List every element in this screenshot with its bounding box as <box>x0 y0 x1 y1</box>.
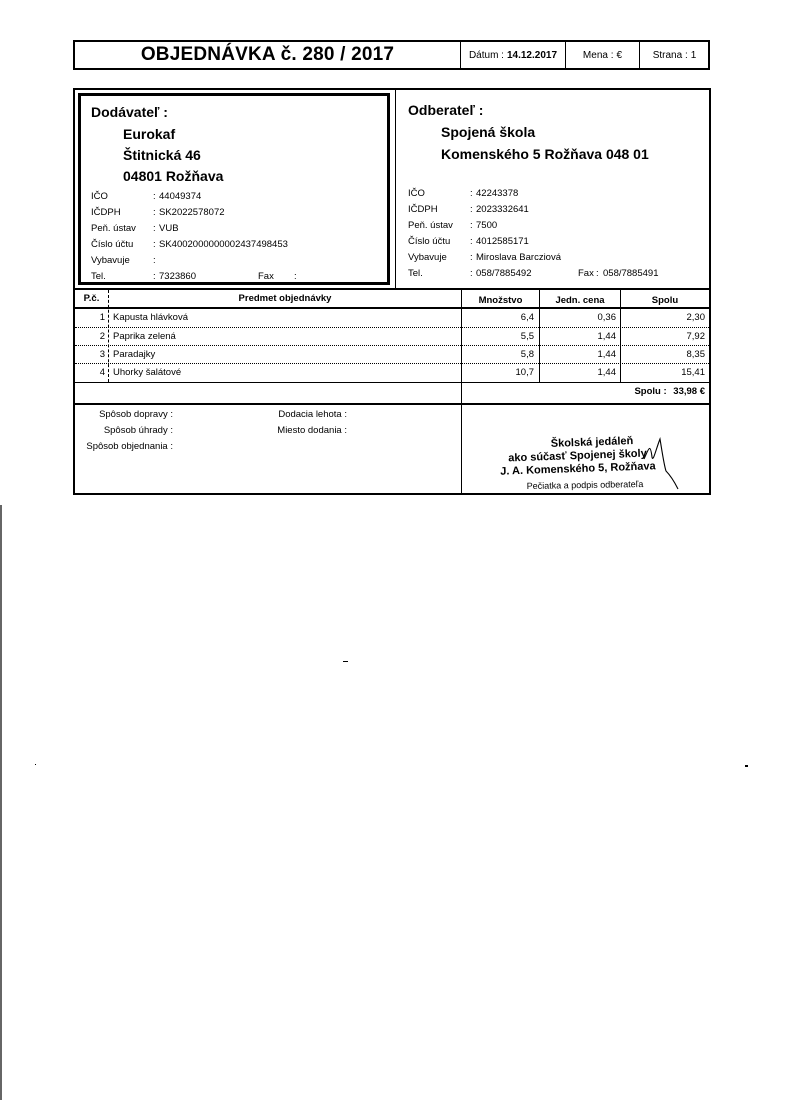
parties-box <box>73 88 711 290</box>
row-1-name: Kapusta hlávková <box>113 312 188 323</box>
currency-label: Mena : <box>582 49 614 61</box>
customer-icdph-value: 2023332641 <box>476 204 529 215</box>
supplier-ico-value: 44049374 <box>159 191 202 202</box>
row-2-qty: 5,5 <box>520 331 534 342</box>
customer-handler-label: Vybavuje <box>408 252 447 263</box>
customer-ico-value: 42243378 <box>476 188 519 199</box>
customer-box: Odberateľ : Spojená škola Komenského 5 Rožňava 048 01 IČO : 42243378 IČDPH : 2023332641 Peň. ústav : 7500 Číslo účtu : 4012585171 Vybavuje : Miroslava Barcziová Tel. : 058/7885492 Fax : 058/7885491 <box>395 90 710 288</box>
row-3-no: 3 <box>99 349 105 360</box>
stamp-line-2: ako súčasť Spojenej školy <box>508 447 647 465</box>
supplier-city: 04801 Rožňava <box>123 168 224 184</box>
row-1-qty: 6,4 <box>520 312 534 323</box>
delivery-place-label: Miesto dodania : <box>277 425 347 436</box>
items-table <box>73 290 711 405</box>
row-4-qty: 10,7 <box>515 367 534 378</box>
order-total <box>462 386 705 397</box>
customer-heading: Odberateľ : <box>408 102 484 118</box>
row-3-price: 1,44 <box>597 349 616 360</box>
customer-account-label: Číslo účtu <box>408 236 451 247</box>
customer-fax-value: 058/7885491 <box>603 268 659 279</box>
customer-address: Komenského 5 Rožňava 048 01 <box>441 146 649 162</box>
stamp-line-3: J. A. Komenského 5, Rožňava <box>500 460 656 478</box>
scan-speck <box>745 765 748 767</box>
customer-fax-label: Fax <box>578 268 594 279</box>
delivery-term-label: Dodacia lehota : <box>278 409 347 420</box>
supplier-account-value: SK4002000000002437498453 <box>159 239 288 250</box>
scan-edge <box>0 505 2 1100</box>
col-header-item: Predmet objednávky <box>238 293 332 304</box>
page-cell <box>639 42 709 68</box>
customer-account-value: 4012585171 <box>476 236 529 247</box>
supplier-account-label: Číslo účtu <box>91 239 134 250</box>
col-header-total: Spolu <box>651 295 679 306</box>
supplier-street: Štitnická 46 <box>123 147 201 163</box>
supplier-icdph-value: SK2022578072 <box>159 207 225 218</box>
col-header-qty: Množstvo <box>478 295 523 306</box>
customer-icdph-label: IČDPH <box>408 204 438 215</box>
supplier-icdph-label: IČDPH <box>91 207 121 218</box>
scan-speck <box>35 764 36 765</box>
supplier-tel-label: Tel. <box>91 271 106 282</box>
order-method-label: Spôsob objednania : <box>86 441 173 452</box>
customer-name: Spojená škola <box>441 124 536 140</box>
row-2-no: 2 <box>99 331 105 342</box>
customer-tel-value: 058/7885492 <box>476 268 532 279</box>
row-2-price: 1,44 <box>597 331 616 342</box>
row-2-total: 7,92 <box>686 331 705 342</box>
col-header-price: Jedn. cena <box>555 295 605 306</box>
supplier-bank-label: Peň. ústav <box>91 223 136 234</box>
row-1-price: 0,36 <box>597 312 616 323</box>
supplier-ico-label: IČO <box>91 191 108 202</box>
stamp-line-1: Školská jedáleň <box>550 435 634 450</box>
order-footer <box>73 403 711 495</box>
row-4-name: Uhorky šalátové <box>113 367 182 378</box>
row-3-qty: 5,8 <box>520 349 534 360</box>
supplier-name: Eurokaf <box>123 126 176 142</box>
row-4-total: 15,41 <box>681 367 705 378</box>
customer-tel-label: Tel. <box>408 268 423 279</box>
order-header <box>73 40 710 70</box>
row-4-price: 1,44 <box>597 367 616 378</box>
row-4-no: 4 <box>99 367 105 378</box>
supplier-box: Dodávateľ : Eurokaf Štitnická 46 04801 Rožňava IČO : 44049374 IČDPH : SK2022578072 Peň. ústav : VUB Číslo účtu : SK4002000000002437498453 Vybavuje : Tel. : 7323860 Fax : <box>79 94 389 284</box>
row-1-no: 1 <box>99 312 105 323</box>
customer-ico-label: IČO <box>408 188 425 199</box>
payment-label: Spôsob úhrady : <box>103 425 173 436</box>
page-value: 1 <box>690 49 697 61</box>
row-2-name: Paprika zelená <box>113 331 176 342</box>
stamp-caption: Pečiatka a podpis odberateľa <box>526 478 644 492</box>
date-value: 14.12.2017 <box>506 49 558 61</box>
date-label: Dátum : <box>468 49 504 61</box>
order-total-value: 33,98 € <box>673 386 705 397</box>
row-3-total: 8,35 <box>686 349 705 360</box>
currency-value: € <box>616 49 623 61</box>
supplier-tel-value: 7323860 <box>159 271 196 282</box>
supplier-heading: Dodávateľ : <box>91 104 168 120</box>
col-header-no: P.č. <box>83 293 100 304</box>
customer-bank-value: 7500 <box>476 220 498 231</box>
row-1-total: 2,30 <box>686 312 705 323</box>
transport-label: Spôsob dopravy : <box>99 409 173 420</box>
scan-speck <box>343 661 348 662</box>
row-3-name: Paradajky <box>113 349 156 360</box>
order-total-label: Spolu : <box>634 386 667 397</box>
page-label: Strana : <box>652 49 688 61</box>
customer-bank-label: Peň. ústav <box>408 220 453 231</box>
supplier-bank-value: VUB <box>159 223 179 234</box>
order-title: OBJEDNÁVKA č. 280 / 2017 <box>140 44 395 65</box>
date-cell <box>460 42 565 68</box>
supplier-handler-label: Vybavuje <box>91 255 130 266</box>
currency-cell <box>565 42 639 68</box>
supplier-fax-label: Fax <box>258 271 274 282</box>
customer-handler-value: Miroslava Barcziová <box>476 252 561 263</box>
